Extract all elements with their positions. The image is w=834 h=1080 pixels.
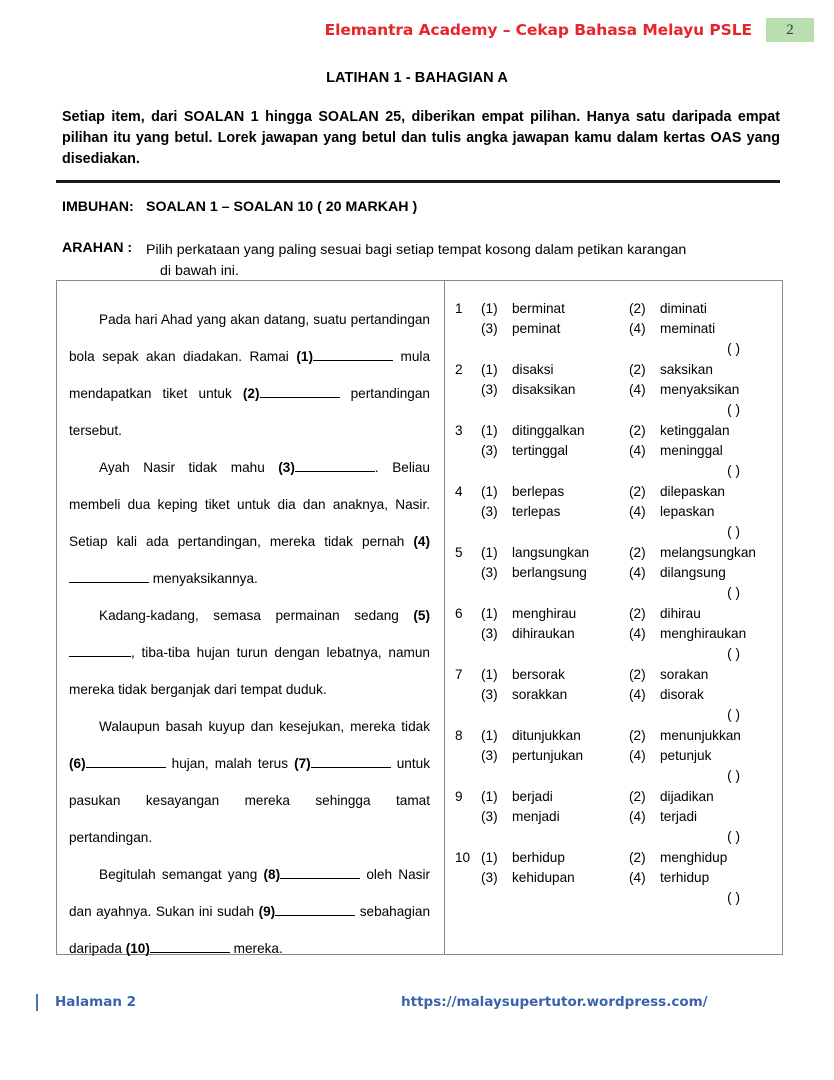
option-grid	[481, 421, 774, 460]
option-key: (2)	[629, 301, 646, 316]
arahan-row	[62, 240, 780, 282]
option-key: (4)	[629, 320, 646, 336]
questions-list	[455, 299, 774, 909]
option-key: (4)	[629, 625, 646, 641]
blank-number-1: (1)	[296, 349, 313, 364]
option-key: (3)	[481, 686, 498, 702]
option-key: (3)	[481, 869, 498, 885]
blank-line-2[interactable]	[260, 397, 340, 398]
option-key: (3)	[481, 381, 498, 397]
option-line	[481, 482, 774, 502]
option-text: berjadi	[512, 789, 553, 804]
option-line	[481, 665, 774, 685]
option-text: disaksi	[512, 362, 554, 377]
blank-line-10[interactable]	[150, 952, 230, 953]
option-text: tertinggal	[512, 442, 568, 458]
question-item	[455, 787, 774, 848]
footer-accent-bar	[36, 994, 38, 1011]
question-row	[455, 421, 774, 460]
option-line	[481, 360, 774, 380]
option-line	[481, 746, 774, 766]
answer-bracket[interactable]: ( )	[727, 707, 740, 722]
passage-text: Begitulah semangat yang	[99, 867, 264, 882]
question-item	[455, 543, 774, 604]
blank-line-3[interactable]	[295, 471, 375, 472]
question-number: 9	[455, 789, 463, 804]
option-key: (3)	[481, 747, 498, 763]
blank-line-6[interactable]	[86, 767, 166, 768]
option-text: dijadikan	[660, 789, 714, 804]
question-row	[455, 726, 774, 765]
option-choice[interactable]	[481, 380, 629, 400]
option-choice[interactable]	[629, 746, 774, 766]
question-number: 8	[455, 728, 463, 743]
document-header	[55, 14, 814, 46]
question-row	[455, 665, 774, 704]
option-choice[interactable]	[629, 868, 774, 888]
option-key: (1)	[481, 728, 498, 743]
option-key: (2)	[629, 362, 646, 377]
answer-bracket[interactable]: ( )	[727, 341, 740, 356]
question-item	[455, 848, 774, 909]
option-text: menyaksikan	[660, 381, 740, 397]
question-item	[455, 482, 774, 543]
answer-bracket[interactable]: ( )	[727, 402, 740, 417]
option-choice[interactable]	[481, 543, 629, 563]
instructions-paragraph: Setiap item, dari SOALAN 1 hingga SOALAN 25, diberikan empat pilihan. Hanya satu daripada empat pilihan itu yang betul. Lorek jawapan yang betul dan tulis angka jawapan kamu dalam kertas OAS yang disediakan.	[62, 109, 780, 167]
header-title: Elemantra Academy – Cekap Bahasa Melayu PSLE	[324, 21, 752, 39]
option-text: berhidup	[512, 850, 565, 865]
option-key: (2)	[629, 545, 646, 560]
question-row	[455, 482, 774, 521]
option-text: kehidupan	[512, 869, 575, 885]
option-text: saksikan	[660, 362, 713, 377]
option-text: berlangsung	[512, 564, 587, 580]
option-line	[481, 299, 774, 319]
option-grid	[481, 726, 774, 765]
option-text: dihiraukan	[512, 625, 575, 641]
option-text: ditunjukkan	[512, 728, 581, 743]
option-key: (4)	[629, 564, 646, 580]
option-grid	[481, 360, 774, 399]
answer-bracket[interactable]: ( )	[727, 463, 740, 478]
option-line	[481, 787, 774, 807]
question-number: 5	[455, 545, 463, 560]
option-text: pertunjukan	[512, 747, 584, 763]
option-choice[interactable]	[481, 807, 629, 827]
passage-text: sebahagian daripada	[69, 904, 431, 956]
option-line	[481, 421, 774, 441]
passage-text: untuk pasukan kesayangan mereka sehingga tamat pertandingan.	[69, 756, 430, 845]
option-choice[interactable]	[629, 380, 774, 400]
option-text: dihirau	[660, 606, 701, 621]
option-text: menghidup	[660, 850, 728, 865]
imbuhan-label: IMBUHAN:	[62, 199, 134, 215]
option-line	[481, 502, 774, 522]
option-grid	[481, 848, 774, 887]
option-text: sorakan	[660, 667, 709, 682]
question-number: 3	[455, 423, 463, 438]
option-choice[interactable]	[629, 848, 774, 868]
option-text: bersorak	[512, 667, 565, 682]
option-choice[interactable]	[481, 360, 629, 380]
option-line	[481, 563, 774, 583]
question-item	[455, 299, 774, 360]
option-text: petunjuk	[660, 747, 712, 763]
option-key: (3)	[481, 625, 498, 641]
option-key: (2)	[629, 484, 646, 499]
option-line	[481, 624, 774, 644]
option-key: (3)	[481, 564, 498, 580]
option-key: (1)	[481, 789, 498, 804]
option-choice[interactable]	[481, 502, 629, 522]
option-text: meminati	[660, 320, 716, 336]
passage-column	[57, 281, 445, 954]
option-key: (1)	[481, 301, 498, 316]
passage-text: , tiba-tiba hujan turun dengan lebatnya, namun mereka tidak berganjak dari tempat duduk.	[69, 645, 430, 697]
question-number: 6	[455, 606, 463, 621]
option-key: (2)	[629, 606, 646, 621]
option-text: diminati	[660, 301, 707, 316]
question-item	[455, 421, 774, 482]
option-key: (3)	[481, 320, 498, 336]
option-choice[interactable]	[629, 604, 774, 624]
footer-url-link[interactable]: https://malaysupertutor.wordpress.com/	[401, 994, 708, 1010]
arahan-line-1: Pilih perkataan yang paling sesuai bagi setiap tempat kosong dalam petikan karangan	[146, 242, 687, 258]
blank-number-4: (4)	[413, 534, 430, 549]
question-table	[56, 280, 783, 955]
option-choice[interactable]	[629, 787, 774, 807]
passage-text: . Beliau membeli dua keping tiket untuk dia dan anaknya, Nasir. Setiap kali ada pertandingan, mereka tidak pernah	[69, 460, 430, 549]
passage-text: mereka.	[229, 941, 283, 956]
option-choice[interactable]	[629, 502, 774, 522]
question-number: 1	[455, 301, 463, 316]
passage-text: Ayah Nasir tidak mahu	[99, 460, 279, 475]
passage-text: hujan, malah terus	[165, 756, 295, 771]
option-key: (1)	[481, 850, 498, 865]
question-number: 2	[455, 362, 463, 377]
option-choice[interactable]	[481, 746, 629, 766]
blank-number-7: (7)	[294, 756, 311, 771]
option-key: (2)	[629, 789, 646, 804]
option-key: (3)	[481, 442, 498, 458]
arahan-label: ARAHAN :	[62, 240, 133, 256]
answer-bracket[interactable]: ( )	[727, 524, 740, 539]
passage-paragraph-5	[69, 856, 430, 967]
option-choice[interactable]	[629, 563, 774, 583]
option-key: (1)	[481, 606, 498, 621]
option-choice[interactable]	[481, 624, 629, 644]
option-text: ketinggalan	[660, 423, 730, 438]
option-text: menghiraukan	[660, 625, 747, 641]
passage-text: Pada hari Ahad yang akan datang, suatu pertandingan bola sepak akan diadakan. Ramai	[69, 312, 430, 364]
option-line	[481, 726, 774, 746]
option-key: (2)	[629, 728, 646, 743]
option-choice[interactable]	[481, 421, 629, 441]
option-key: (2)	[629, 850, 646, 865]
option-line	[481, 848, 774, 868]
option-choice[interactable]	[481, 665, 629, 685]
passage-text: Kadang-kadang, semasa permainan sedang	[99, 608, 414, 623]
passage-paragraph-1	[69, 301, 430, 449]
option-choice[interactable]	[629, 543, 774, 563]
section-divider	[56, 180, 780, 183]
option-grid	[481, 482, 774, 521]
option-line	[481, 807, 774, 827]
blank-number-2: (2)	[242, 386, 260, 401]
blank-number-5: (5)	[413, 608, 430, 623]
blank-number-3: (3)	[278, 460, 295, 475]
question-number: 4	[455, 484, 463, 499]
question-number: 7	[455, 667, 463, 682]
passage-paragraph-3	[69, 597, 430, 708]
option-key: (4)	[629, 869, 646, 885]
blank-line-8[interactable]	[280, 878, 360, 879]
option-key: (1)	[481, 484, 498, 499]
question-row	[455, 604, 774, 643]
option-grid	[481, 543, 774, 582]
option-choice[interactable]	[481, 685, 629, 705]
option-grid	[481, 299, 774, 338]
options-column	[445, 281, 782, 954]
question-item	[455, 726, 774, 787]
option-choice[interactable]	[629, 624, 774, 644]
option-choice[interactable]	[481, 604, 629, 624]
passage-text: oleh Nasir dan ayahnya. Sukan ini sudah	[69, 867, 430, 919]
document-footer	[36, 990, 798, 1014]
option-choice[interactable]	[629, 685, 774, 705]
option-key: (1)	[481, 362, 498, 377]
option-text: dilepaskan	[660, 484, 725, 499]
option-line	[481, 319, 774, 339]
arahan-text	[146, 240, 776, 282]
option-text: peminat	[512, 320, 561, 336]
option-choice[interactable]	[629, 421, 774, 441]
option-key: (4)	[629, 442, 646, 458]
option-choice[interactable]	[481, 441, 629, 461]
arahan-line-2: di bawah ini.	[160, 263, 239, 279]
passage-paragraph-4	[69, 708, 430, 856]
option-text: meninggal	[660, 442, 723, 458]
question-item	[455, 604, 774, 665]
option-line	[481, 441, 774, 461]
question-row	[455, 848, 774, 887]
question-item	[455, 665, 774, 726]
question-row	[455, 543, 774, 582]
passage-paragraph-2	[69, 449, 430, 597]
option-choice[interactable]	[629, 726, 774, 746]
option-key: (4)	[629, 381, 646, 397]
option-text: sorakkan	[512, 686, 568, 702]
option-grid	[481, 665, 774, 704]
option-choice[interactable]	[629, 441, 774, 461]
option-text: ditinggalkan	[512, 423, 585, 438]
answer-bracket[interactable]: ( )	[727, 646, 740, 661]
option-choice[interactable]	[629, 482, 774, 502]
option-choice[interactable]	[481, 726, 629, 746]
blank-line-7[interactable]	[311, 767, 391, 768]
option-choice[interactable]	[629, 360, 774, 380]
blank-number-10: (10)	[125, 941, 150, 956]
answer-bracket[interactable]: ( )	[727, 585, 740, 600]
answer-bracket[interactable]: ( )	[727, 890, 740, 905]
option-choice[interactable]	[481, 319, 629, 339]
passage-text: pertandingan tersebut.	[69, 386, 430, 438]
blank-line-1[interactable]	[313, 360, 393, 361]
option-grid	[481, 604, 774, 643]
page-number-badge: 2	[766, 18, 814, 42]
option-text: disorak	[660, 686, 704, 702]
option-text: terlepas	[512, 503, 561, 519]
option-text: berlepas	[512, 484, 565, 499]
option-key: (1)	[481, 423, 498, 438]
question-item	[455, 360, 774, 421]
option-choice[interactable]	[481, 563, 629, 583]
option-line	[481, 685, 774, 705]
option-choice[interactable]	[481, 482, 629, 502]
option-choice[interactable]	[629, 299, 774, 319]
option-key: (1)	[481, 545, 498, 560]
question-row	[455, 787, 774, 826]
option-text: menjadi	[512, 808, 560, 824]
option-line	[481, 380, 774, 400]
option-text: melangsungkan	[660, 545, 756, 560]
option-key: (4)	[629, 503, 646, 519]
option-key: (4)	[629, 808, 646, 824]
option-key: (3)	[481, 808, 498, 824]
answer-bracket[interactable]: ( )	[727, 829, 740, 844]
option-line	[481, 604, 774, 624]
option-key: (3)	[481, 503, 498, 519]
option-choice[interactable]	[481, 868, 629, 888]
passage-text: mula mendapatkan tiket untuk	[69, 349, 430, 401]
option-choice[interactable]	[629, 807, 774, 827]
passage-text: Walaupun basah kuyup dan kesejukan, mereka tidak	[99, 719, 430, 734]
option-choice[interactable]	[481, 787, 629, 807]
option-text: lepaskan	[660, 503, 715, 519]
blank-line-9[interactable]	[275, 915, 355, 916]
option-text: berminat	[512, 301, 565, 316]
answer-bracket[interactable]: ( )	[727, 768, 740, 783]
option-choice[interactable]	[629, 665, 774, 685]
imbuhan-row	[62, 199, 417, 215]
option-grid	[481, 787, 774, 826]
option-key: (1)	[481, 667, 498, 682]
footer-page-label: Halaman 2	[55, 994, 137, 1010]
option-text: menunjukkan	[660, 728, 741, 743]
question-row	[455, 299, 774, 338]
blank-number-9: (9)	[258, 904, 276, 919]
option-key: (4)	[629, 747, 646, 763]
option-key: (2)	[629, 423, 646, 438]
question-number: 10	[455, 850, 471, 865]
option-text: dilangsung	[660, 564, 726, 580]
option-choice[interactable]	[481, 299, 629, 319]
blank-line-4[interactable]	[69, 582, 149, 583]
option-text: disaksikan	[512, 381, 576, 397]
blank-number-8: (8)	[263, 867, 281, 882]
option-text: langsungkan	[512, 545, 590, 560]
option-line	[481, 543, 774, 563]
blank-line-5[interactable]	[69, 656, 131, 657]
imbuhan-value: SOALAN 1 – SOALAN 10 ( 20 MARKAH )	[146, 199, 418, 215]
option-line	[481, 868, 774, 888]
option-choice[interactable]	[481, 848, 629, 868]
passage-text: menyaksikannya.	[149, 571, 258, 586]
option-text: menghirau	[512, 606, 577, 621]
blank-number-6: (6)	[69, 756, 86, 771]
option-choice[interactable]	[629, 319, 774, 339]
option-key: (2)	[629, 667, 646, 682]
question-row	[455, 360, 774, 399]
option-text: terhidup	[660, 869, 710, 885]
option-key: (4)	[629, 686, 646, 702]
option-text: terjadi	[660, 808, 698, 824]
page-title: LATIHAN 1 - BAHAGIAN A	[326, 70, 508, 86]
